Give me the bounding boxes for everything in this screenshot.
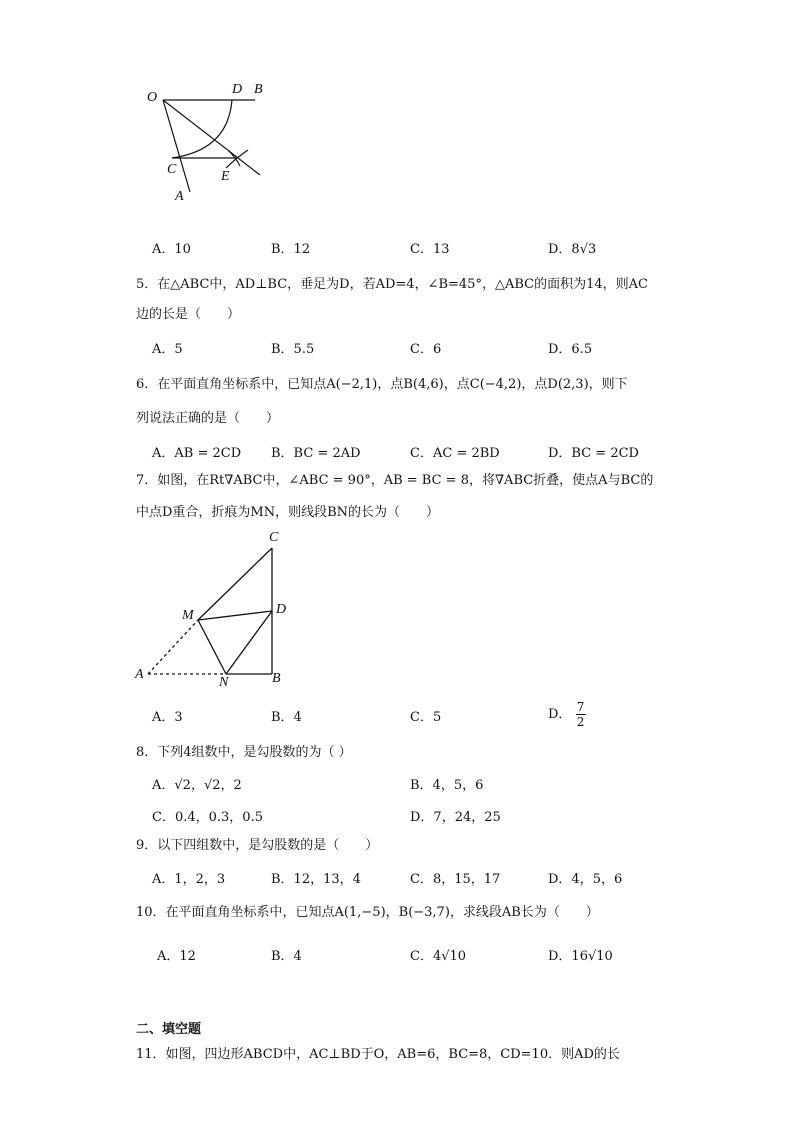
q6-option-d: D．BC = 2CD (548, 446, 639, 461)
ray-oa (163, 100, 190, 192)
q9-option-a: A．1，2，3 (152, 872, 226, 887)
q5-option-c: C．6 (410, 342, 442, 357)
fig7-label-a: A (135, 667, 144, 682)
q4-option-b: B．12 (271, 242, 311, 257)
q5-stem-line2: 边的长是（ ） (136, 307, 241, 322)
q6-option-b: B．BC = 2AD (271, 446, 361, 461)
q5-option-b: B．5.5 (271, 342, 315, 357)
label-a: A (175, 189, 184, 204)
q5-stem-line1: 5．在△ABC中，AD⊥BC，垂足为D，若AD=4，∠B=45°，△ABC的面积为14，则AC (136, 277, 648, 292)
q10-stem: 10．在平面直角坐标系中，已知点A(1,−5)，B(−3,7)，求线段AB长为（ ） (136, 905, 599, 920)
q8-option-d: D．7，24，25 (410, 810, 501, 825)
label-c: C (167, 162, 177, 177)
arc-e-mark1 (226, 150, 248, 168)
q7-option-d-fraction (576, 700, 586, 729)
q9-option-c: C．8，15，17 (410, 872, 501, 887)
q8-option-a: A．√2，√2，2 (152, 778, 242, 793)
q9-option-b: B．12，13，4 (271, 872, 361, 887)
fig7-label-c: C (269, 530, 279, 545)
q7-option-d (548, 700, 586, 729)
segment-nd (226, 611, 272, 674)
q9-stem: 9．以下四组数中，是勾股数的是（ ） (136, 838, 379, 853)
q9-option-d: D．4，5，6 (548, 872, 623, 887)
q6-stem-line1: 6．在平面直角坐标系中，已知点A(−2,1)，点B(4,6)，点C(−4,2)，点D(2,3)，则下 (136, 377, 628, 392)
q7-option-b: B．4 (271, 710, 302, 725)
q5-option-a: A．5 (152, 342, 183, 357)
fig7-label-b: B (272, 671, 281, 686)
q7-option-d-label: D． (548, 707, 572, 722)
q10-option-a: A．12 (157, 949, 196, 964)
q4-option-d: D．8√3 (548, 242, 597, 257)
fig7-label-m: M (182, 608, 194, 623)
q4-option-c: C．13 (410, 242, 450, 257)
label-e: E (221, 169, 230, 184)
q8-option-c: C．0.4，0.3，0.5 (152, 810, 263, 825)
segment-md (198, 611, 272, 620)
segment-mc (198, 548, 272, 620)
q10-option-c: C．4√10 (410, 949, 467, 964)
label-b: B (254, 82, 263, 97)
q11-stem-line1: 11．如图，四边形ABCD中，AC⊥BD于O，AB=6，BC=8，CD=10．则AD的长 (136, 1047, 620, 1062)
q8-option-b: B．4，5，6 (410, 778, 484, 793)
q6-option-a: A．AB = 2CD (152, 446, 242, 461)
q6-option-c: C．AC = 2BD (410, 446, 500, 461)
fig7-label-d: D (276, 602, 287, 617)
q10-option-b: B．4 (271, 949, 302, 964)
section-title-fill-in: 二、填空题 (136, 1022, 202, 1037)
q7-option-c: C．5 (410, 710, 442, 725)
q7-option-a: A．3 (152, 710, 183, 725)
fraction-denominator: 2 (576, 715, 585, 729)
line-oe (163, 100, 260, 175)
q6-stem-line2: 列说法正确的是（ ） (136, 411, 280, 426)
q5-option-d: D．6.5 (548, 342, 593, 357)
segment-mn (198, 620, 226, 674)
q7-stem-line2: 中点D重合，折痕为MN，则线段BN的长为（ ） (136, 505, 440, 520)
segment-am-dashed (148, 620, 198, 674)
label-o: O (147, 90, 158, 105)
q8-stem: 8．下列4组数中，是勾股数的为（ ） (136, 745, 352, 760)
q10-option-d: D．16√10 (548, 949, 613, 964)
q7-stem-line1: 7．如图，在Rt∇ABC中，∠ABC = 90°，AB = BC = 8，将∇ABC折叠，使点A与BC的 (136, 473, 654, 488)
label-d: D (232, 82, 243, 97)
q4-option-a: A．10 (152, 242, 191, 257)
fraction-numerator: 7 (576, 700, 585, 714)
fig7-label-n: N (219, 675, 229, 690)
figure-fold-triangle (0, 530, 794, 710)
figure-construction (0, 0, 794, 220)
arc-cd (172, 100, 232, 158)
